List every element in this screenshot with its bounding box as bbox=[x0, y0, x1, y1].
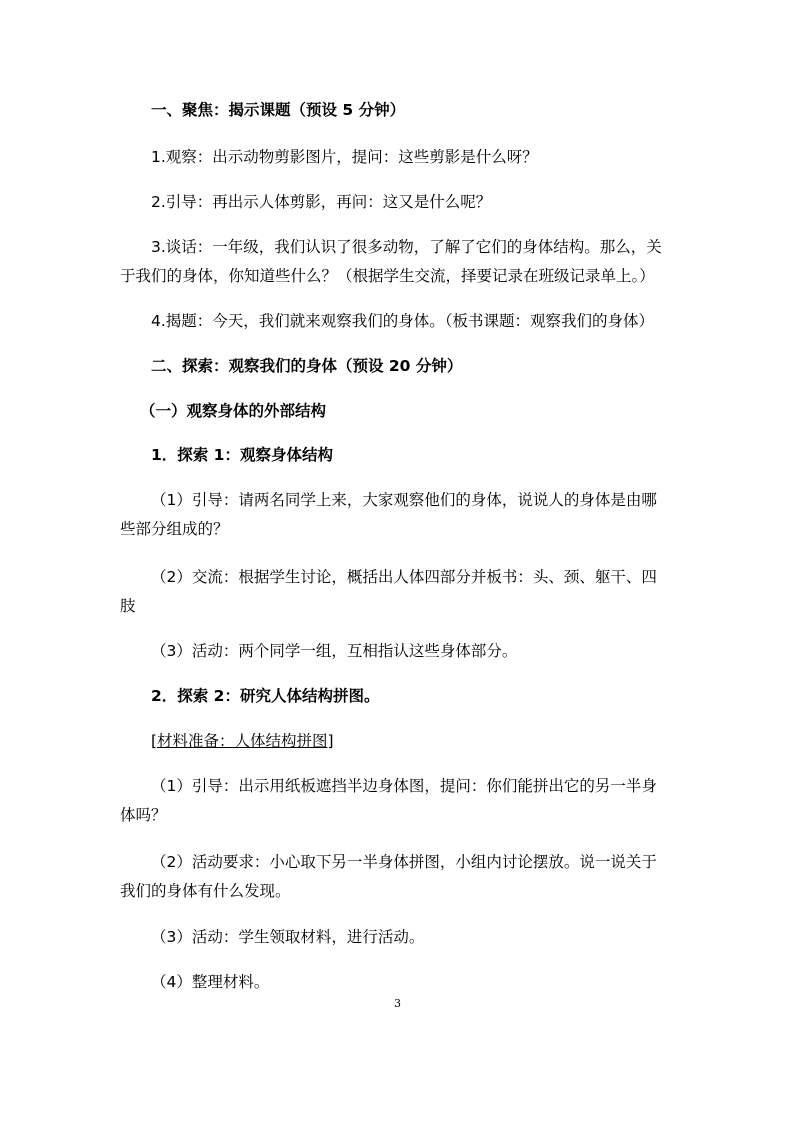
paragraph: 4.揭题：今天，我们就来观察我们的身体。（板书课题：观察我们的身体） bbox=[151, 312, 655, 330]
section-1-heading: 一、聚焦：揭示课题（预设 5 分钟） bbox=[151, 101, 406, 119]
materials-note: [材料准备：人体结构拼图] bbox=[151, 732, 334, 750]
paragraph: 3.谈话：一年级，我们认识了很多动物，了解了它们的身体结构。那么，关 bbox=[151, 238, 662, 256]
paragraph: （2）交流：根据学生讨论，概括出人体四部分并板书：头、颈、躯干、四 bbox=[151, 568, 657, 586]
paragraph: （1）引导：请两名同学上来，大家观察他们的身体，说说人的身体是由哪 bbox=[151, 491, 657, 509]
paragraph-continuation: 些部分组成的？ bbox=[120, 520, 229, 538]
paragraph-continuation: 体吗？ bbox=[120, 806, 167, 824]
explore-1-heading: 1．探索 1：观察身体结构 bbox=[151, 446, 333, 464]
paragraph-continuation: 我们的身体有什么发现。 bbox=[120, 882, 291, 900]
paragraph: （2）活动要求：小心取下另一半身体拼图，小组内讨论摆放。说一说关于 bbox=[151, 853, 657, 871]
paragraph: 1.观察：出示动物剪影图片，提问：这些剪影是什么呀？ bbox=[151, 148, 538, 166]
paragraph-continuation: 于我们的身体，你知道些什么？（根据学生交流，择要记录在班级记录单上。） bbox=[120, 267, 655, 285]
paragraph: 2.引导：再出示人体剪影，再问：这又是什么呢？ bbox=[151, 193, 492, 211]
explore-2-heading: 2．探索 2：研究人体结构拼图。 bbox=[151, 687, 380, 705]
subsection-heading: （一）观察身体的外部结构 bbox=[140, 402, 327, 420]
page-number: 3 bbox=[394, 997, 401, 1010]
section-2-heading: 二、探索：观察我们的身体（预设 20 分钟） bbox=[151, 357, 463, 375]
paragraph-continuation: 肢 bbox=[120, 597, 136, 615]
paragraph: （4）整理材料。 bbox=[151, 973, 270, 991]
paragraph: （3）活动：两个同学一组，互相指认这些身体部分。 bbox=[151, 642, 518, 660]
paragraph: （1）引导：出示用纸板遮挡半边身体图，提问：你们能拼出它的另一半身 bbox=[151, 777, 657, 795]
paragraph: （3）活动：学生领取材料，进行活动。 bbox=[151, 928, 425, 946]
